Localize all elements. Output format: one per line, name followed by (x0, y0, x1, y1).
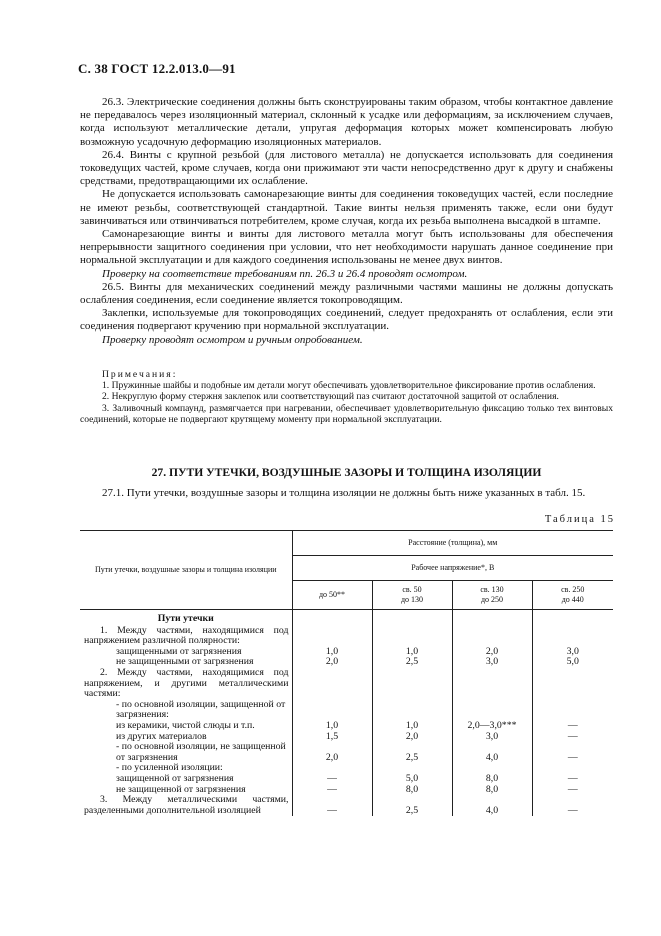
table-head-voltage: Рабочее напряжение*, В (292, 556, 613, 581)
table-cell (372, 626, 452, 647)
paragraph: 26.3. Электрические соединения должны быть сконструированы таким образом, чтобы контактное давление не передавалось через изоляционный материал, склонный к усадке или деформациям, за исключением случаев, когда используют металлические детали, упругая деформация которых может компенсировать любую возможную усадочную деформацию изоляционных материалов. (80, 96, 613, 148)
table-row (80, 742, 613, 763)
table-cell (532, 668, 613, 700)
table-row (80, 626, 613, 647)
table-row (80, 721, 613, 732)
table-cell: 5,0 (532, 657, 613, 668)
table-cell: 2,0 (292, 657, 372, 668)
page-header: С. 38 ГОСТ 12.2.013.0—91 (78, 61, 236, 76)
table-cell: 3,0 (532, 647, 613, 658)
table-15 (80, 530, 613, 816)
table-cell: 1,5 (292, 732, 372, 743)
paragraph: Заклепки, используемые для токопроводящих соединений, следует предохранять от ослабления, если эти соединения подвергают кручению при нормальной эксплуатации. (80, 307, 613, 333)
table-cell: — (532, 732, 613, 743)
paragraph: Самонарезающие винты и винты для листового металла могут быть использованы для обеспечения непрерывности защитного соединения при условии, что нет необходимости нарушать данное соединение при нормальной эксплуатации и для каждого соединения использованы не менее двух винтов. (80, 228, 613, 267)
table-head-distance: Расстояние (толщина), мм (292, 531, 613, 556)
table-cell: 2,5 (372, 795, 452, 816)
table-cell (292, 626, 372, 647)
table-cell: 5,0 (372, 774, 452, 785)
table-cell: 4,0 (452, 795, 532, 816)
table-row-label: - по основной изоляции, защищенной от загрязнения: (116, 698, 286, 721)
table-cell (292, 668, 372, 700)
table-col-header: св. 50 до 130 (372, 581, 452, 610)
paragraph: 26.5. Винты для механических соединений между различными частями машины не должны допускать ослабления соединения, если соединение является токопроводящим. (80, 280, 613, 307)
note-item: 2. Некруглую форму стержня заклепок или соответствующий паз считают достаточной защитой от ослабления. (102, 391, 559, 403)
table-cell (372, 668, 452, 700)
table-cell: — (292, 785, 372, 796)
table-cell (532, 626, 613, 647)
body-text (80, 96, 613, 347)
table-subheading: Пути утечки (157, 613, 214, 624)
table-cell: 3,0 (452, 732, 532, 743)
table-col-header: св. 250 до 440 (532, 581, 613, 610)
table-cell: 3,0 (452, 657, 532, 668)
table-cell: 1,0 (372, 647, 452, 658)
table-cell (292, 700, 372, 721)
table-cell: — (532, 795, 613, 816)
table-cell: — (292, 774, 372, 785)
notes (80, 369, 613, 425)
table-cell: 2,5 (372, 657, 452, 668)
table-cell (532, 700, 613, 721)
table-cell: 2,0 (292, 742, 372, 763)
table-row (80, 774, 613, 785)
paragraph: Не допускается использовать самонарезающие винты для соединения токоведущих частей, если последние не имеют резьбы, соответствующей стандартной. Такие винты нельзя применять также, если они будут завинчиваться или отвинчиваться потребителем, кроме случая, когда их резьба выполнена высадкой в штампе. (80, 188, 613, 227)
table-row-label: защищенной от загрязнения (116, 772, 234, 784)
table-cell: — (532, 721, 613, 732)
table-cell: 2,5 (372, 742, 452, 763)
table-caption: Таблица 15 (544, 514, 615, 525)
paragraph-check: Проверку на соответствие требованиям пп. 26.3 и 26.4 проводят осмотром. (102, 267, 468, 280)
table-cell: 2,0—3,0*** (452, 721, 532, 732)
table-row-label: не защищенными от загрязнения (116, 656, 254, 668)
table-cell: — (532, 774, 613, 785)
table-col-header: до 50** (292, 581, 372, 610)
notes-heading: Примечания: (102, 369, 178, 380)
table-cell: 8,0 (452, 774, 532, 785)
paragraph: 26.4. Винты с крупной резьбой (для листового металла) не допускается использовать для соединения токоведущих частей, кроме случаев, когда они прижимают эти части непосредственно друг к другу и снабжены средствами, предотвращающими их ослабление. (80, 148, 613, 188)
table-row-label: не защищенной от загрязнения (116, 783, 246, 795)
table-cell: 8,0 (452, 785, 532, 796)
table-row-label: 3. Между металлическими частями, разделенными дополнительной изоляцией (84, 794, 289, 816)
paragraph-check: Проверку проводят осмотром и ручным опробованием. (102, 333, 363, 346)
table-col-header: св. 130 до 250 (452, 581, 532, 610)
table-cell: — (292, 795, 372, 816)
table-cell (452, 668, 532, 700)
table-row (80, 700, 613, 721)
table-cell: 8,0 (372, 785, 452, 796)
note-item: 3. Заливочный компаунд, размягчается при нагревании, обеспечивает удовлетворительную фиксацию только тех винтовых соединений, которые не подвергают крутящему моменту при нормальной эксплуатации. (80, 402, 613, 425)
table-row-label: из других материалов (116, 730, 207, 742)
table-row (80, 795, 613, 816)
table-cell: — (532, 785, 613, 796)
table-cell: 1,0 (372, 721, 452, 732)
table-cell: 4,0 (452, 742, 532, 763)
table-row-label: из керамики, чистой слюды и т.п. (116, 719, 255, 731)
table-row-label: - по основной изоляции, не защищенной от загрязнения (116, 741, 286, 763)
section-title: 27. ПУТИ УТЕЧКИ, ВОЗДУШНЫЕ ЗАЗОРЫ И ТОЛЩИНА ИЗОЛЯЦИИ (151, 466, 542, 479)
table-row-label: 2. Между частями, находящимися под напряжением, и другими металлическими частями: (84, 666, 289, 700)
section-intro-text: 27.1. Пути утечки, воздушные зазоры и толщина изоляции не должны быть ниже указанных в табл. 15. (102, 487, 586, 499)
table-row (80, 668, 613, 700)
table-row-label: защищенными от загрязнения (116, 645, 242, 657)
note-item: 1. Пружинные шайбы и подобные им детали могут обеспечивать удовлетворительное фиксирование против ослабления. (102, 380, 596, 392)
table-cell: — (532, 742, 613, 763)
table-cell (452, 626, 532, 647)
table-head-left: Пути утечки, воздушные зазоры и толщина изоляции (80, 531, 292, 610)
table-row-label: 1. Между частями, находящимися под напряжением различной полярности: (84, 624, 289, 647)
table-cell: 2,0 (372, 732, 452, 743)
table-cell (372, 700, 452, 721)
section-intro (80, 487, 613, 500)
table-cell: 1,0 (292, 721, 372, 732)
table-row-label: - по усиленной изоляции: (116, 762, 223, 774)
table-cell (452, 700, 532, 721)
table-cell: 2,0 (452, 647, 532, 658)
table-cell: 1,0 (292, 647, 372, 658)
